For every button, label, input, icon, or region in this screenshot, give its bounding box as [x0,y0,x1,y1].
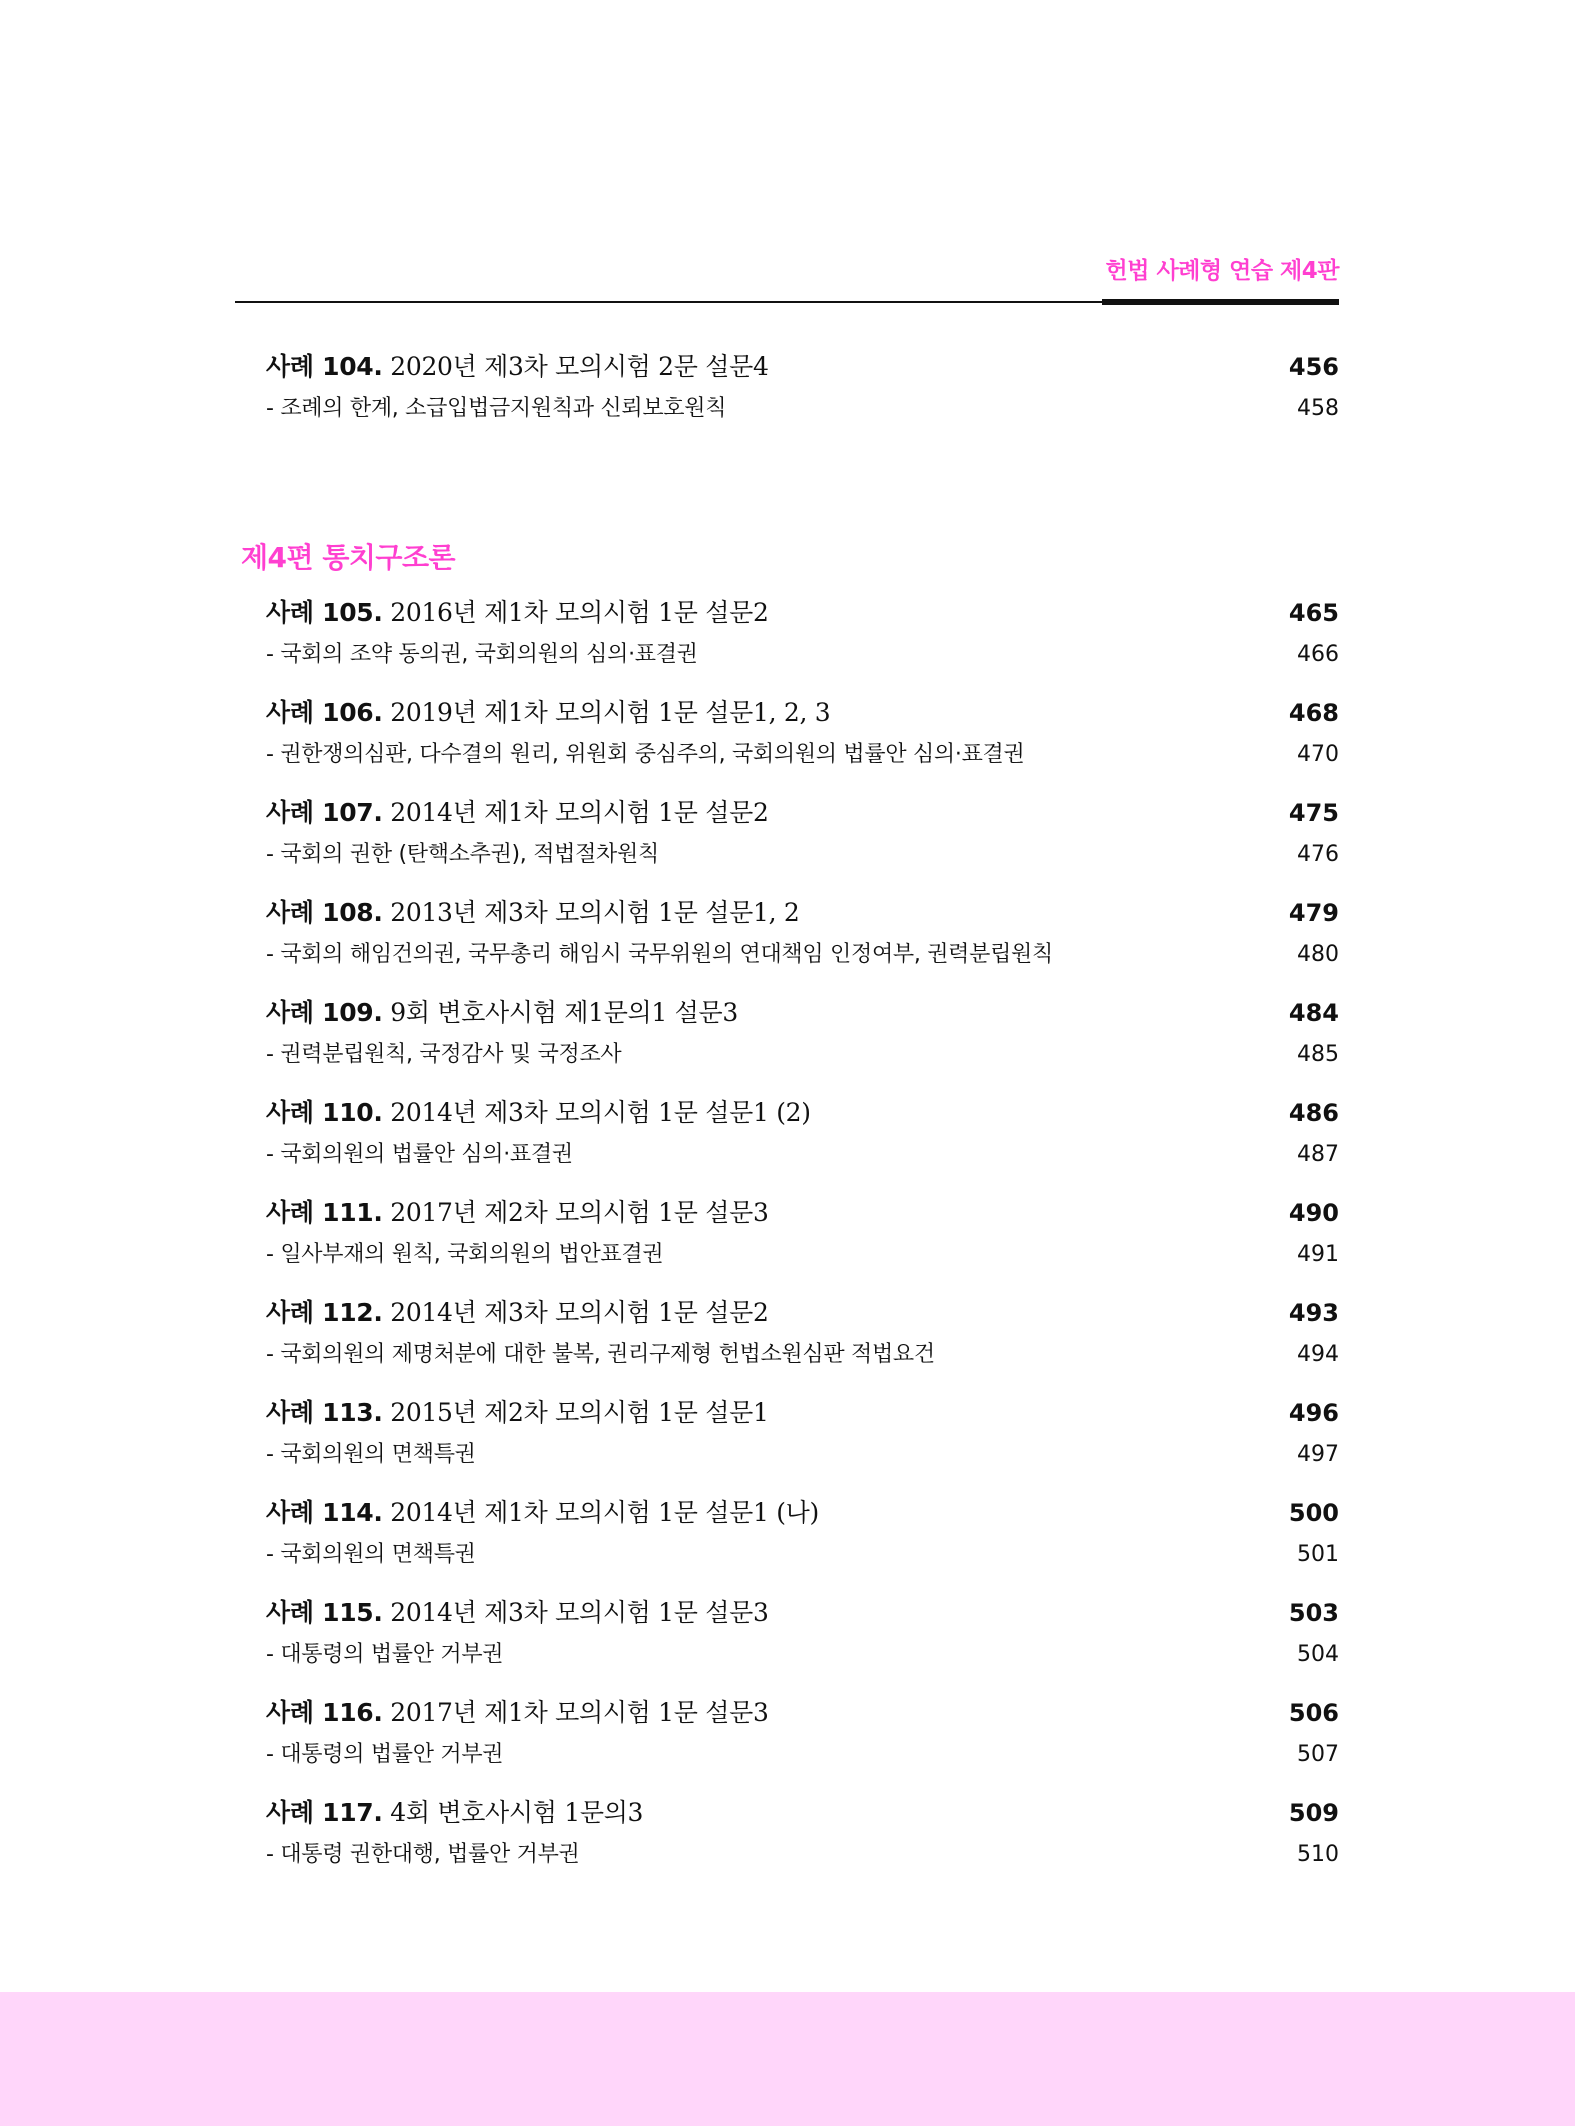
toc-entry [266,693,1339,793]
toc-entry-main-row [266,893,1339,937]
toc-entry-sub-row [266,1037,1339,1093]
toc-subtopic: - 일사부재의 원칙, 국회의원의 법안표결권 [266,1242,664,1267]
toc-entry-main-row [266,993,1339,1037]
toc-case-title: 2015년 제2차 모의시험 1문 설문1 [382,1398,769,1427]
toc-case-title: 2017년 제2차 모의시험 1문 설문3 [382,1198,769,1227]
toc-page-number: 496 [1288,1399,1339,1427]
toc-entry-title [266,347,769,383]
toc-case-number: 사례 116. [266,1698,383,1727]
toc-entry-title [266,1693,769,1729]
toc-page-number: 484 [1288,999,1339,1027]
toc-entry-title [266,1393,769,1429]
toc-subtopic: - 국회의원의 면책특권 [266,1542,476,1567]
toc-page-number: 493 [1288,1299,1339,1327]
toc-page-number: 479 [1288,899,1339,927]
toc-subtopic: - 대통령 권한대행, 법률안 거부권 [266,1842,580,1867]
toc-page-number: 475 [1288,799,1339,827]
toc-entry-title [266,993,738,1029]
toc-case-title: 9회 변호사시험 제1문의1 설문3 [382,998,738,1027]
toc-page-number: 456 [1288,353,1339,381]
toc-sub-page-number: 458 [1297,396,1339,421]
toc-page-number: 465 [1288,599,1339,627]
toc-entry-sub-row [266,1137,1339,1193]
toc-sub-page-number: 491 [1297,1242,1339,1267]
toc-sub-page-number: 510 [1297,1842,1339,1867]
toc-entry-title [266,793,769,829]
toc-entry-title [266,1493,819,1529]
toc-subtopic: - 대통령의 법률안 거부권 [266,1642,504,1667]
toc-entry [266,1593,1339,1693]
toc-sub-page-number: 501 [1297,1542,1339,1567]
toc-sub-page-number: 487 [1297,1142,1339,1167]
toc-subtopic: - 국회의 권한 (탄핵소추권), 적법절차원칙 [266,842,659,867]
toc-subtopic: - 국회의원의 법률안 심의·표결권 [266,1142,573,1167]
toc-entry [266,1093,1339,1193]
toc-page-number: 486 [1288,1099,1339,1127]
toc-case-number: 사례 106. [266,698,383,727]
toc-entry-sub-row [266,391,1339,447]
toc-case-number: 사례 115. [266,1598,383,1627]
toc-entry-main-row [266,693,1339,737]
toc-page-number: 503 [1288,1599,1339,1627]
toc-entry-sub-row [266,1537,1339,1593]
toc-case-title: 2014년 제3차 모의시험 1문 설문1 (2) [382,1098,811,1127]
toc-page-number: 468 [1288,699,1339,727]
toc-entry [266,793,1339,893]
toc-entry-sub-row [266,1337,1339,1393]
toc-entry-main-row [266,1193,1339,1237]
toc-entry-title [266,893,799,929]
toc-case-title: 2014년 제1차 모의시험 1문 설문1 (나) [382,1498,819,1527]
toc-case-number: 사례 109. [266,998,383,1027]
toc-entry-title [266,1093,811,1129]
toc-entry-title [266,1793,643,1829]
toc-case-number: 사례 113. [266,1398,383,1427]
toc-entry-title [266,1593,769,1629]
toc-entry-sub-row [266,837,1339,893]
toc-sub-page-number: 507 [1297,1742,1339,1767]
toc-entry-sub-row [266,1637,1339,1693]
toc-entry [266,593,1339,693]
toc-subtopic: - 국회의원의 제명처분에 대한 불복, 권리구제형 헌법소원심판 적법요건 [266,1342,935,1367]
toc-section-block [266,593,1339,1893]
toc-case-title: 2019년 제1차 모의시험 1문 설문1, 2, 3 [382,698,831,727]
toc-subtopic: - 조례의 한계, 소급입법금지원칙과 신뢰보호원칙 [266,396,727,421]
toc-case-title: 2014년 제1차 모의시험 1문 설문2 [382,798,769,827]
toc-entry-main-row [266,1093,1339,1137]
toc-case-number: 사례 117. [266,1798,383,1827]
toc-sub-page-number: 480 [1297,942,1339,967]
toc-sub-page-number: 504 [1297,1642,1339,1667]
toc-case-title: 2014년 제3차 모의시험 1문 설문3 [382,1598,769,1627]
toc-entry [266,1393,1339,1493]
toc-entry [266,1193,1339,1293]
toc-entry [266,993,1339,1093]
toc-entry [266,1293,1339,1393]
toc-case-title: 4회 변호사시험 1문의3 [382,1798,644,1827]
toc-subtopic: - 권력분립원칙, 국정감사 및 국정조사 [266,1042,622,1067]
toc-entry-main-row [266,793,1339,837]
toc-entry-main-row [266,1593,1339,1637]
toc-sub-page-number: 470 [1297,742,1339,767]
toc-entry-sub-row [266,1237,1339,1293]
toc-case-number: 사례 111. [266,1198,383,1227]
toc-subtopic: - 국회의 조약 동의권, 국회의원의 심의·표결권 [266,642,698,667]
toc-case-number: 사례 105. [266,598,383,627]
toc-subtopic: - 국회의 해임건의권, 국무총리 해임시 국무위원의 연대책임 인정여부, 권력분립원칙 [266,942,1053,967]
toc-page-number: 500 [1288,1499,1339,1527]
header-rule-accent [1102,299,1339,305]
toc-entry-main-row [266,1793,1339,1837]
toc-case-number: 사례 104. [266,352,383,381]
toc-case-title: 2017년 제1차 모의시험 1문 설문3 [382,1698,769,1727]
toc-case-number: 사례 108. [266,898,383,927]
toc-entry-title [266,1193,769,1229]
toc-page-number: 506 [1288,1699,1339,1727]
toc-entry-main-row [266,1493,1339,1537]
toc-case-title: 2016년 제1차 모의시험 1문 설문2 [382,598,769,627]
toc-entry-sub-row [266,1437,1339,1493]
toc-subtopic: - 대통령의 법률안 거부권 [266,1742,504,1767]
toc-entry [266,1493,1339,1593]
toc-entry-sub-row [266,737,1339,793]
running-header-title: 헌법 사례형 연습 제4판 [1105,258,1339,284]
toc-sub-page-number: 497 [1297,1442,1339,1467]
toc-entry [266,893,1339,993]
toc-entry [266,347,1339,447]
toc-entry-main-row [266,1393,1339,1437]
toc-case-number: 사례 112. [266,1298,383,1327]
toc-entry-main-row [266,593,1339,637]
toc-sub-page-number: 476 [1297,842,1339,867]
toc-entry-sub-row [266,1737,1339,1793]
toc-entry-title [266,693,830,729]
toc-sub-page-number: 485 [1297,1042,1339,1067]
toc-case-title: 2014년 제3차 모의시험 1문 설문2 [382,1298,769,1327]
toc-case-number: 사례 107. [266,798,383,827]
toc-entry [266,1693,1339,1793]
section-heading: 제4편 통치구조론 [241,541,456,574]
toc-case-title: 2020년 제3차 모의시험 2문 설문4 [382,352,769,381]
toc-entry-sub-row [266,637,1339,693]
toc-sub-page-number: 466 [1297,642,1339,667]
toc-entry-main-row [266,347,1339,391]
toc-entry-title [266,1293,769,1329]
footer-band [0,1992,1575,2126]
toc-case-number: 사례 110. [266,1098,383,1127]
toc-entry-sub-row [266,937,1339,993]
toc-entry-main-row [266,1693,1339,1737]
toc-entry [266,1793,1339,1893]
toc-case-number: 사례 114. [266,1498,383,1527]
toc-entry-title [266,593,769,629]
toc-sub-page-number: 494 [1297,1342,1339,1367]
toc-entry-main-row [266,1293,1339,1337]
toc-subtopic: - 국회의원의 면책특권 [266,1442,476,1467]
toc-page-number: 490 [1288,1199,1339,1227]
toc-case-title: 2013년 제3차 모의시험 1문 설문1, 2 [382,898,800,927]
toc-entry-sub-row [266,1837,1339,1893]
toc-top-block [266,347,1339,447]
toc-subtopic: - 권한쟁의심판, 다수결의 원리, 위원회 중심주의, 국회의원의 법률안 심의·표결권 [266,742,1025,767]
toc-page-number: 509 [1288,1799,1339,1827]
